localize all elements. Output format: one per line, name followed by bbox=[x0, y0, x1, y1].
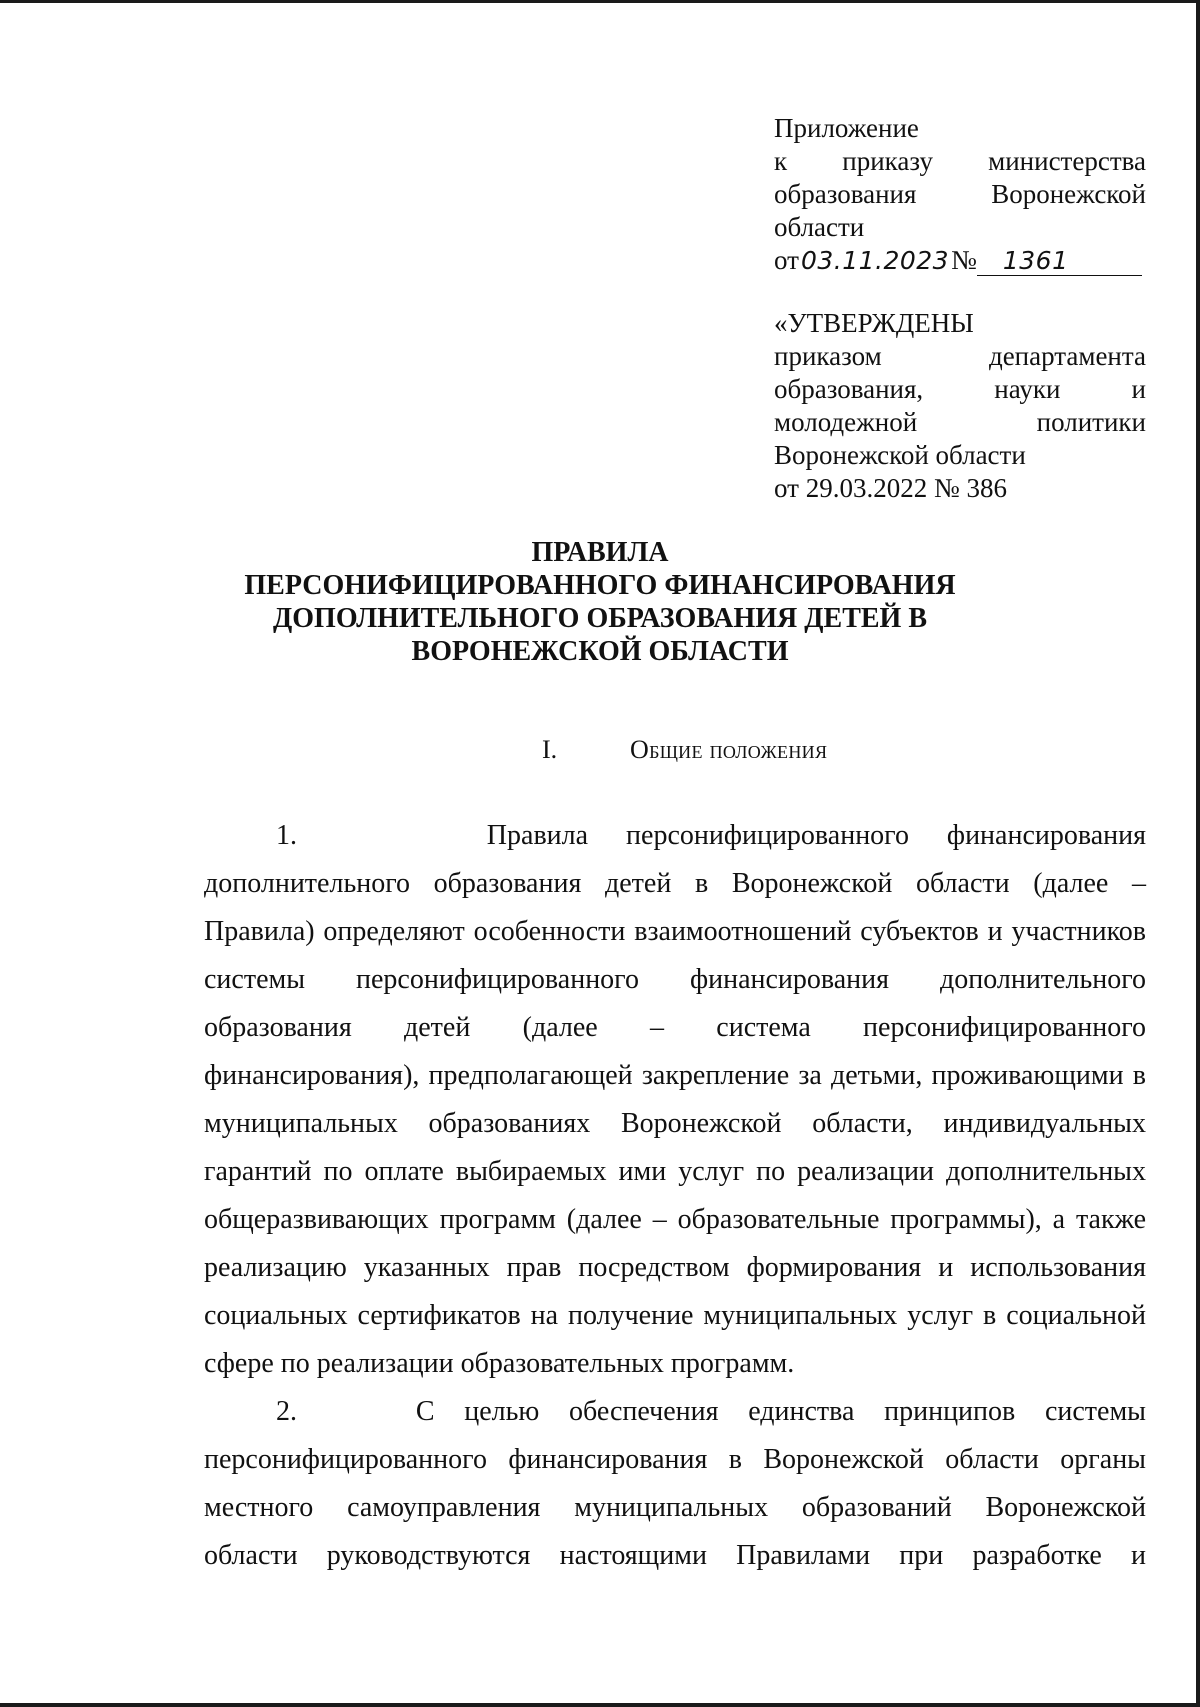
paragraph-line: реализацию указанных прав посредством формирования и использования bbox=[204, 1252, 1146, 1283]
approval-line: Воронежской области bbox=[774, 440, 1026, 470]
title-line: ПРАВИЛА bbox=[531, 537, 669, 568]
scan-border-bottom bbox=[0, 1703, 1200, 1707]
paragraph-line: Правила) определяют особенности взаимоотношений субъектов и участников bbox=[204, 916, 1146, 947]
paragraph-line: гарантий по оплате выбираемых ими услуг по реализации дополнительных bbox=[204, 1156, 1146, 1187]
attachment-line: области bbox=[774, 212, 865, 242]
paragraph-line: 2. С целью обеспечения единства принципов системы bbox=[276, 1396, 1146, 1427]
paragraph-line: области руководствуются настоящими Правилами при разработке и bbox=[204, 1540, 1146, 1571]
number-sign: № bbox=[951, 245, 977, 275]
paragraph-line: 1. Правила персонифицированного финансирования bbox=[276, 820, 1146, 851]
paragraph-line: сфере по реализации образовательных программ. bbox=[204, 1348, 795, 1379]
approval-line: приказом департамента bbox=[774, 341, 1146, 371]
approval-line: образования, науки и bbox=[774, 374, 1146, 404]
attachment-block bbox=[774, 112, 1146, 280]
scan-border-top bbox=[0, 0, 1200, 3]
title-line: ВОРОНЕЖСКОЙ ОБЛАСТИ bbox=[411, 636, 789, 667]
approval-heading: «УТВЕРЖДЕНЫ bbox=[774, 308, 974, 338]
section-name: Общие положения bbox=[630, 735, 828, 764]
section-number: I. bbox=[542, 735, 558, 764]
paragraph-2 bbox=[204, 1388, 1146, 1580]
attachment-line: к приказу министерства bbox=[774, 146, 1146, 176]
order-date-handwritten bbox=[799, 244, 951, 277]
paragraph-line: дополнительного образования детей в Воронежской области (далее – bbox=[204, 868, 1146, 899]
title-line: ДОПОЛНИТЕЛЬНОГО ОБРАЗОВАНИЯ ДЕТЕЙ В bbox=[273, 603, 927, 634]
paragraph-1 bbox=[204, 812, 1146, 1388]
document-body bbox=[204, 812, 1146, 1580]
paragraph-line: персонифицированного финансирования в Воронежской области органы bbox=[204, 1444, 1146, 1475]
title-line: ПЕРСОНИФИЦИРОВАННОГО ФИНАНСИРОВАНИЯ bbox=[244, 570, 956, 601]
paragraph-line: системы персонифицированного финансирования дополнительного bbox=[204, 964, 1146, 995]
attachment-heading: Приложение bbox=[774, 113, 919, 143]
paragraph-line: местного самоуправления муниципальных образований Воронежской bbox=[204, 1492, 1146, 1523]
attachment-line: образования Воронежской bbox=[774, 179, 1146, 209]
approval-block bbox=[774, 307, 1146, 505]
paragraph-line: образования детей (далее – система персонифицированного bbox=[204, 1012, 1146, 1043]
order-number-field bbox=[977, 246, 1142, 276]
paragraph-line: общеразвивающих программ (далее – образовательные программы), а также bbox=[204, 1204, 1146, 1235]
approval-date-line: от 29.03.2022 № 386 bbox=[774, 473, 1007, 503]
approval-line: молодежной политики bbox=[774, 407, 1146, 437]
paragraph-line: социальных сертификатов на получение муниципальных услуг в социальной bbox=[204, 1300, 1146, 1331]
paragraph-line: финансирования), предполагающей закрепление за детьми, проживающими в bbox=[204, 1060, 1146, 1091]
scan-border-right bbox=[1196, 0, 1200, 1707]
order-number-value: 1361 bbox=[1002, 246, 1069, 275]
paragraph-line: муниципальных образованиях Воронежской области, индивидуальных bbox=[204, 1108, 1146, 1139]
order-prefix: от bbox=[774, 245, 799, 275]
order-reference bbox=[774, 244, 1146, 280]
document-title bbox=[160, 536, 1040, 668]
order-date-value: 03.11.2023 bbox=[800, 246, 950, 275]
